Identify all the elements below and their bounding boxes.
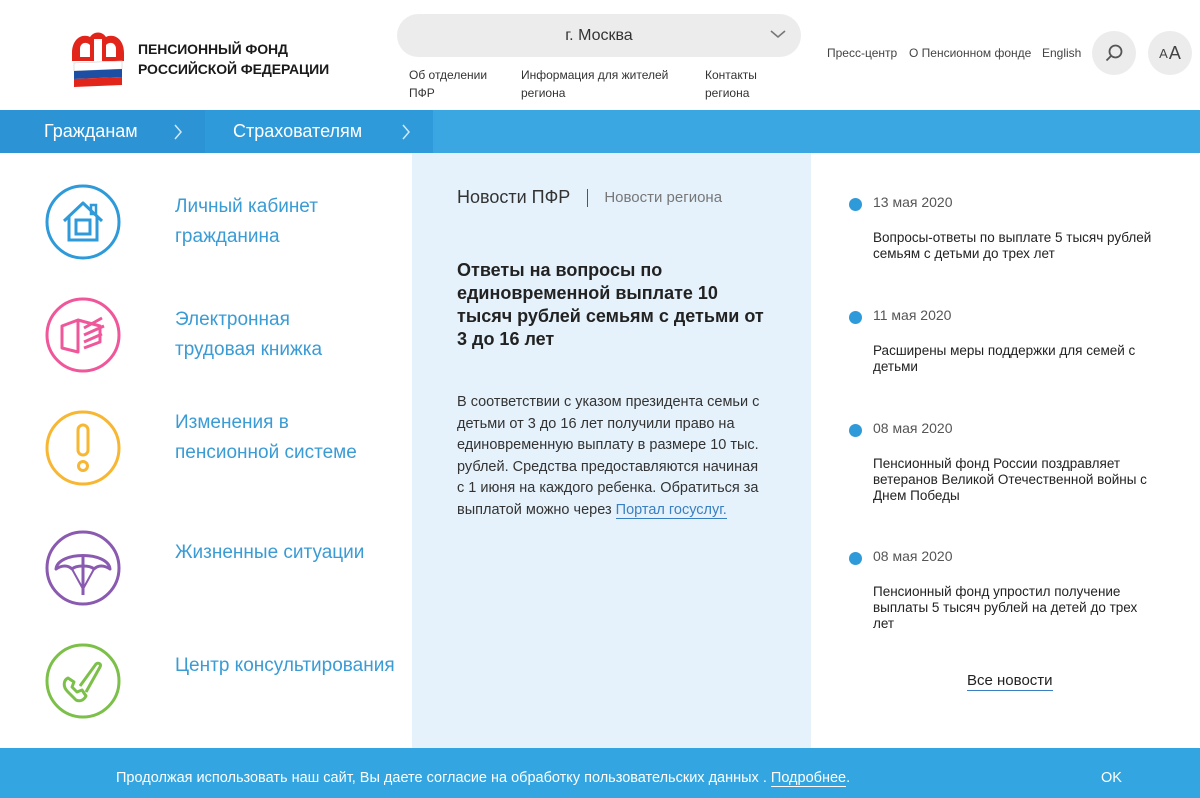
service-label: Жизненные ситуации	[175, 542, 365, 563]
news-bullet	[849, 552, 862, 565]
tab-pfr-news[interactable]: Новости ПФР	[457, 187, 571, 207]
font-big-label: A	[1168, 42, 1181, 63]
logo-line-1: ПЕНСИОННЫЙ ФОНД	[138, 41, 288, 57]
service-label: Личный кабинет гражданина	[175, 196, 318, 247]
featured-body	[457, 392, 767, 521]
tab-separator	[587, 189, 588, 207]
site-header	[0, 0, 1200, 110]
book-icon	[44, 296, 122, 374]
news-title-link[interactable]: Вопросы-ответы по выплате 5 тысяч рублей семьям с детьми до трех лет	[873, 230, 1152, 261]
exclamation-icon	[44, 409, 122, 487]
font-size-button[interactable]	[1148, 31, 1192, 75]
region-select[interactable]	[397, 14, 801, 57]
house-icon	[44, 183, 122, 261]
chevron-down-icon	[769, 28, 787, 40]
link-about-fund[interactable]: О Пенсионном фонде	[909, 46, 1032, 60]
featured-news-panel	[412, 153, 811, 748]
featured-headline[interactable]: Ответы на вопросы по единовременной выплате 10 тысяч рублей семьям с детьми от 3 до 16 лет	[457, 260, 764, 349]
service-label: Изменения в пенсионной системе	[175, 412, 357, 463]
news-date: 13 мая 2020	[873, 194, 953, 210]
service-pension-changes[interactable]	[44, 409, 404, 499]
cookie-ok-button[interactable]: OK	[1101, 770, 1122, 786]
chevron-right-icon	[173, 124, 183, 140]
cookie-consent-bar	[0, 748, 1200, 798]
region-value: г. Москва	[565, 26, 633, 44]
news-date: 08 мая 2020	[873, 420, 953, 436]
logo-text	[138, 39, 329, 79]
link-about-branch[interactable]: Об отделении ПФР	[409, 68, 488, 100]
news-bullet	[849, 424, 862, 437]
service-personal-account[interactable]	[44, 183, 404, 273]
nav-tab-label: Страхователям	[233, 121, 363, 141]
service-label: Электронная трудовая книжка	[175, 309, 323, 360]
pfr-logo[interactable]	[66, 26, 336, 92]
cookie-message	[116, 770, 850, 786]
news-title-link[interactable]: Расширены меры поддержки для семей с детьми	[873, 343, 1136, 374]
nav-tab-citizens[interactable]	[0, 110, 205, 153]
umbrella-icon	[44, 529, 122, 607]
link-region-info[interactable]: Информация для жителей региона	[521, 68, 669, 100]
news-title-link[interactable]: Пенсионный фонд упростил получение выплаты 5 тысяч рублей на детей до трех лет	[873, 584, 1138, 631]
font-small-label: A	[1159, 45, 1168, 61]
cookie-suffix: .	[846, 770, 851, 786]
news-date: 11 мая 2020	[873, 307, 952, 323]
search-icon	[1104, 43, 1124, 63]
news-list	[811, 153, 1200, 748]
news-date: 08 мая 2020	[873, 548, 953, 564]
news-bullet	[849, 311, 862, 324]
cookie-more-link[interactable]: Подробнее	[770, 770, 847, 786]
service-consulting-center[interactable]	[44, 642, 404, 732]
main-nav	[0, 110, 1200, 153]
tab-region-news[interactable]: Новости региона	[604, 189, 723, 206]
gosuslugi-link[interactable]: Портал госуслуг.	[615, 501, 727, 518]
featured-body-text: В соответствии с указом президента семьи с детьми от 3 до 16 лет получили право на единовременную выплату в размере 10 тыс. рублей. Средства предоставляются начиная с 1 июня на каждого ребенка. Обратиться за выплатой можно через	[457, 394, 760, 518]
services-list	[0, 153, 412, 748]
service-life-situations[interactable]	[44, 529, 404, 619]
news-title-link[interactable]: Пенсионный фонд России поздравляет ветеранов Великой Отечественной войны с Днем Победы	[873, 456, 1147, 503]
pfr-emblem-icon	[66, 27, 130, 91]
link-region-contacts[interactable]: Контакты региона	[705, 68, 757, 100]
logo-line-2: РОССИЙСКОЙ ФЕДЕРАЦИИ	[138, 61, 330, 77]
all-news-link[interactable]: Все новости	[967, 672, 1053, 689]
news-bullet	[849, 198, 862, 211]
phone-icon	[44, 642, 122, 720]
service-e-workbook[interactable]	[44, 296, 404, 386]
news-tabs	[457, 187, 722, 208]
link-english[interactable]: English	[1042, 46, 1082, 60]
link-press-center[interactable]: Пресс-центр	[827, 46, 898, 60]
nav-tab-insurers[interactable]	[205, 110, 433, 153]
chevron-right-icon	[401, 124, 411, 140]
search-button[interactable]	[1092, 31, 1136, 75]
nav-tab-label: Гражданам	[44, 121, 138, 141]
service-label: Центр консультирования	[175, 655, 395, 676]
cookie-text: Продолжая использовать наш сайт, Вы даете согласие на обработку пользовательских данных .	[116, 770, 771, 786]
